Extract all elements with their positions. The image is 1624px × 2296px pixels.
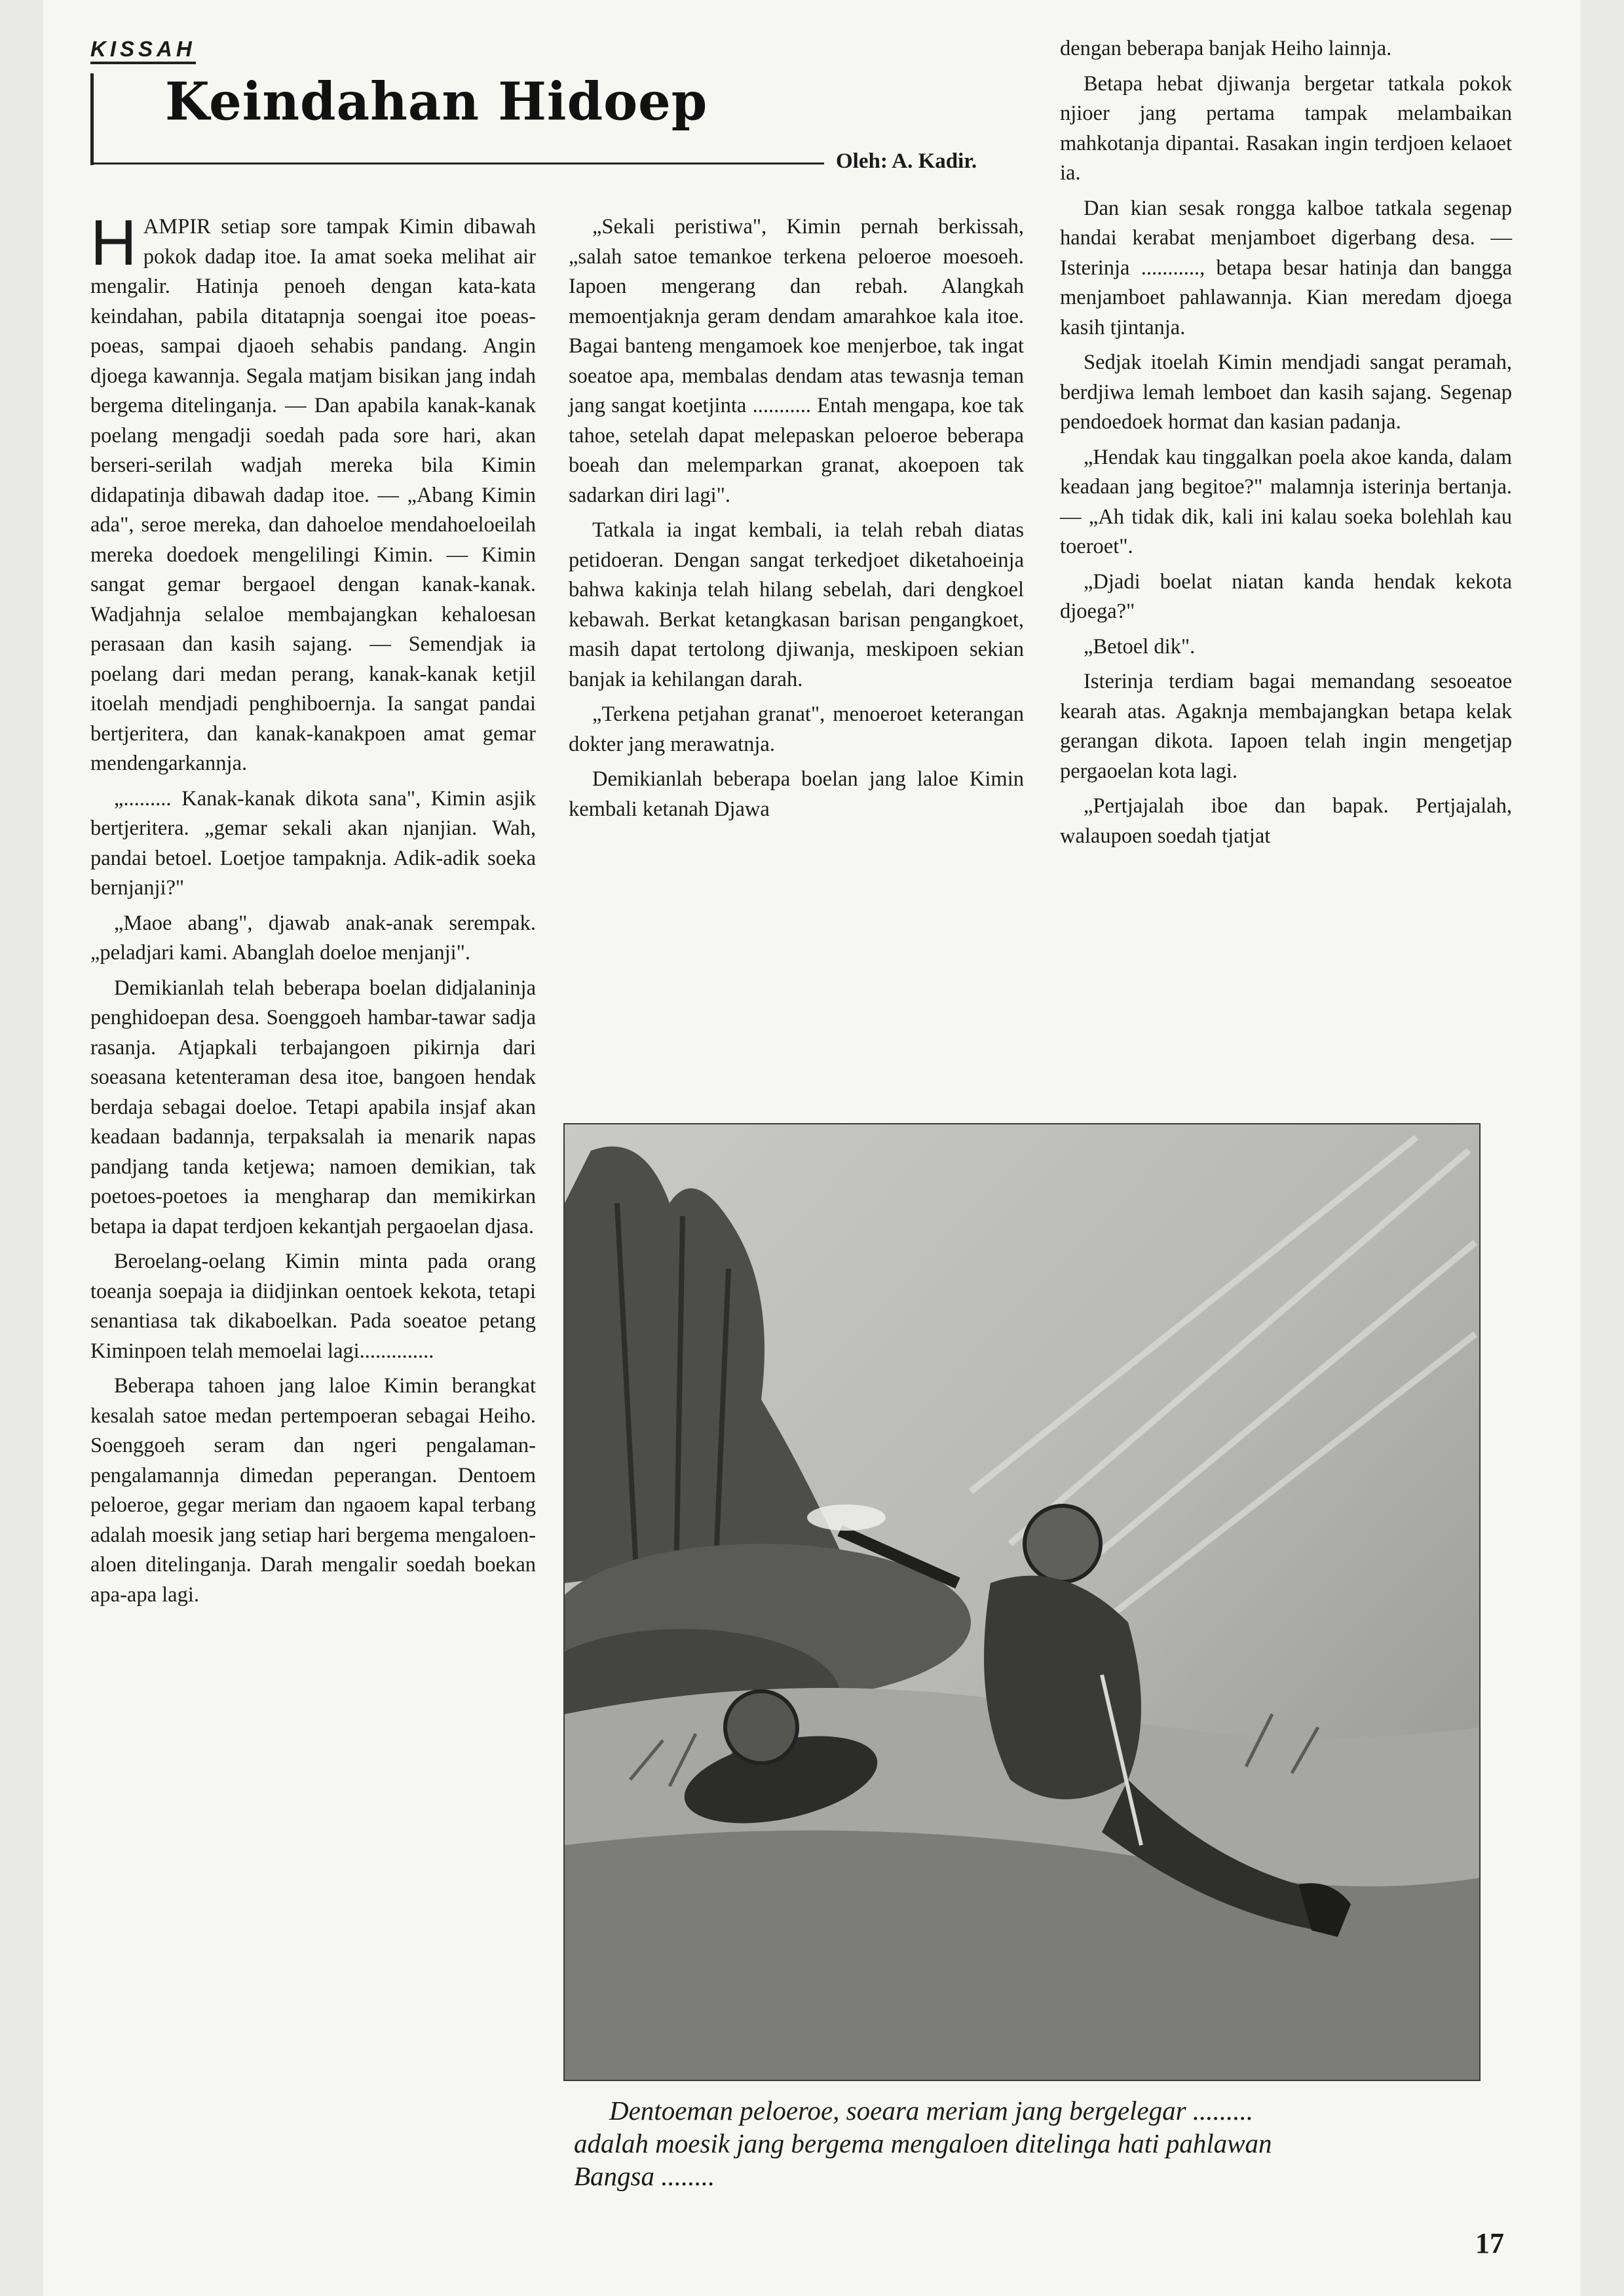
- byline-rule: [90, 163, 824, 164]
- story-title: Keindahan Hidoep: [165, 71, 708, 132]
- paragraph: Demikianlah telah beberapa boelan didjalaninja penghidoepan desa. Soenggoeh hambar-tawar sadja rasanja. Atjapkali terbajangoen pikirnja dari soeasana ketenteraman desa itoe, bangoen hendak berdaja sebagai doeloe. Tetapi apabila insjaf akan keadaan badannja, terpaksalah ia menarik napas pandjang tanda ketjewa; namoen demikian, tak poetoes-poetoes ia mengharap dan memikirkan betapa ia dapat terdjoen kekantjah pergaoelan djasa.: [90, 976, 536, 1238]
- caption-line-1: Dentoeman peloeroe, soeara meriam jang bergelegar .........: [609, 2095, 1254, 2126]
- paragraph: „Maoe abang", djawab anak-anak serempak. „peladjari kami. Abanglah doeloe menjanji".: [90, 911, 536, 965]
- column-3: [1060, 34, 1512, 856]
- paragraph: Beroelang-oelang Kimin minta pada orang toeanja soepaja ia diidjinkan oentoek kekota, tetapi senantiasa tak dikaboelkan. Pada soeatoe petang Kiminpoen telah memoelai lagi..............: [90, 1250, 536, 1363]
- paragraph-text: AMPIR setiap sore tampak Kimin dibawah pokok dadap itoe. Ia amat soeka melihat air mengalir. Hatinja penoeh dengan kata-kata keindahan, pabila ditatapnja soengai itoe poeas-poeas, sampai djaoeh sehabis pandang. Angin djoega kawannja. Segala matjam bisikan jang indah bergema ditelinganja. — Dan apabila kanak-kanak poelang mengadji soedah pada sore hari, akan berseri-serilah wadjah mereka bila Kimin didapatinja dibawah dadap itoe. — „Abang Kimin ada", seroe mereka, dan dahoeloe mendahoeloeilah mereka doedoek mengelilingi Kimin. — Kimin sangat gemar bergaoel dengan kanak-kanak. Wadjahnja selaloe membajangkan kehaloesan perasaan dan kasih sajang. — Semendjak ia poelang dari medan perang, kanak-kanak ketjil itoelah mendjadi penghiboernja. Ia sangat pandai bertjeritera, dan kanak-kanakpoen amat gemar mendengarkannja.: [90, 215, 536, 775]
- paragraph: Sedjak itoelah Kimin mendjadi sangat peramah, berdjiwa lemah lemboet dan kasih sajang. Segenap pendoedoek hormat dan kasian padanja.: [1060, 351, 1512, 434]
- soldier-illustration-svg: [565, 1124, 1479, 2080]
- caption-line-2: adalah moesik jang bergema mengaloen ditelinga hati pahlawan: [574, 2128, 1272, 2158]
- paragraph: „Pertjajalah iboe dan bapak. Pertjajalah, walaupoen soedah tjatjat: [1060, 794, 1512, 848]
- paragraph: „Djadi boelat niatan kanda hendak kekota djoega?": [1060, 569, 1512, 623]
- paragraph: Betapa hebat djiwanja bergetar tatkala pokok njioer jang pertama tampak melambaikan mahkotanja dipantai. Rasakan ingin terdjoen kelaoet ia.: [1060, 71, 1512, 185]
- illustration-caption: [574, 2094, 1478, 2192]
- illustration-soldier: [563, 1123, 1481, 2081]
- paragraph: Demikianlah beberapa boelan jang laloe Kimin kembali ketanah Djawa: [569, 767, 1024, 821]
- paragraph: „Betoel dik".: [1084, 634, 1196, 659]
- column-1: [90, 206, 536, 1615]
- paragraph: Dan kian sesak rongga kalboe tatkala segenap handai kerabat menjamboet digerbang desa. — Isterinja ..........., betapa besar hatinja dan bangga menjamboet pahlawannja. Kian meredam djoega kasih tjintanja.: [1060, 196, 1512, 339]
- paragraph: „......... Kanak-kanak dikota sana", Kimin asjik bertjeritera. „gemar sekali akan njanjian. Wah, pandai betoel. Loetjoe tampaknja. Adik-adik soeka bernjanji?": [90, 786, 536, 900]
- caption-line-3: Bangsa ........: [574, 2161, 715, 2191]
- page-number: 17: [1475, 2227, 1504, 2259]
- paragraph: dengan beberapa banjak Heiho lainnja.: [1060, 37, 1392, 60]
- paragraph: „Terkena petjahan granat", menoeroet keterangan dokter jang merawatnja.: [569, 702, 1024, 756]
- paragraph: [90, 206, 536, 779]
- drop-cap: H: [90, 206, 137, 278]
- paragraph: „Sekali peristiwa", Kimin pernah berkissah, „salah satoe temankoe terkena peloeroe moesoeh. Iapoen mengerang dan rebah. Alangkah memoentjaknja geram dendam amarahkoe kala itoe. Bagai banteng mengamoek koe menjerboe, tak ingat soeatoe apa, membalas dendam atas tewasnja teman jang sangat koetjinta ........... Entah mengapa, koe tak tahoe, setelah dapat melepaskan peloeroe beberapa boeah dan melemparkan granat, akoepoen tak sadarkan diri lagi".: [569, 215, 1024, 507]
- paragraph: Beberapa tahoen jang laloe Kimin berangkat kesalah satoe medan pertempoeran sebagai Heiho. Soenggoeh seram dan ngeri pengalaman-pengalamannja dimedan peperangan. Dentoem peloeroe, gegar meriam dan ngaoem kapal terbang adalah moesik jang setiap hari bergema mengaloen-aloen ditelinganja. Darah mengalir soedah boekan apa-apa lagi.: [90, 1374, 536, 1607]
- byline: Oleh: A. Kadir.: [836, 149, 977, 173]
- paragraph: Tatkala ia ingat kembali, ia telah rebah diatas petidoeran. Dengan sangat terkedjoet diketahoeinja bahwa kakinja telah hilang sebelah, dari dengkoel kebawah. Berkat ketangkasan barisan pengangkoet, masih dapat tertolong djiwanja, meskipoen sekian banjak ia kehilangan darah.: [569, 518, 1024, 691]
- paragraph: „Hendak kau tinggalkan poela akoe kanda, dalam keadaan jang begitoe?" malamnja isterinja bertanja. — „Ah tidak dik, kali ini kalau soeka bolehlah kau toeroet".: [1060, 445, 1512, 558]
- paragraph: Isterinja terdiam bagai memandang sesoeatoe kearah atas. Agaknja membajangkan betapa kelak gerangan dikota. Iapoen telah ingin mengetjap pergaoelan kota lagi.: [1060, 670, 1512, 783]
- section-label: KISSAH: [90, 37, 196, 64]
- column-2: [569, 212, 1024, 830]
